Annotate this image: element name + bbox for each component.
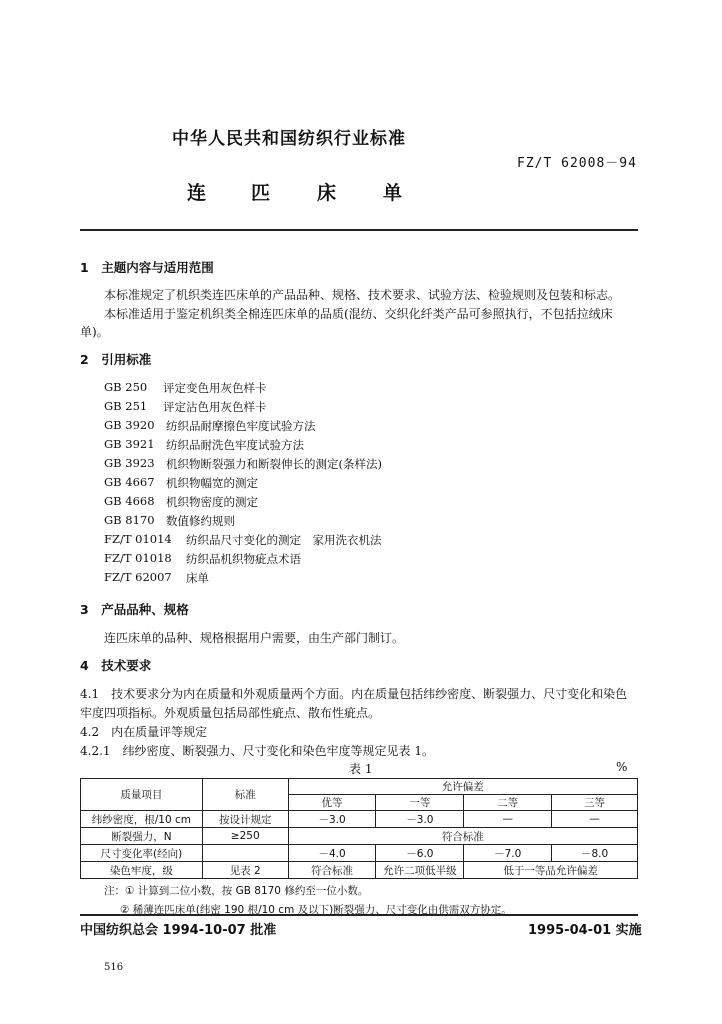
table-header-grade: 优等: [288, 795, 376, 811]
reference-title: 床单: [186, 571, 209, 585]
doc-title-char-1: 连: [187, 182, 207, 204]
table-caption: 表 1: [349, 762, 373, 776]
table-cell: 允许二项低半级: [376, 862, 464, 879]
table-cell: 染色牢度，级: [81, 862, 203, 879]
table-cell: 尺寸变化率(经向): [81, 845, 203, 862]
page-number: 516: [104, 962, 124, 973]
table-row: [81, 845, 638, 862]
reference-code: GB 250: [104, 380, 148, 394]
reference-code: GB 3920: [104, 418, 155, 432]
table-cell: —: [552, 811, 638, 828]
table-cell: 见表 2: [202, 862, 288, 879]
reference-title: 纺织品耐洗色牢度试验方法: [166, 438, 304, 452]
implementation-date: 1995-04-01 实施: [528, 923, 642, 938]
reference-title: 纺织品耐摩擦色牢度试验方法: [166, 419, 316, 433]
table-row: [81, 828, 638, 845]
reference-code: GB 3923: [104, 456, 155, 470]
table-cell: －8.0: [552, 845, 638, 862]
footer-divider: [80, 914, 638, 916]
reference-code: GB 8170: [104, 513, 155, 527]
clause-4-1: 4.1 技术要求分为内在质量和外观质量两个方面。内在质量包括纬纱密度、断裂强力、尺寸变化和染色: [80, 687, 628, 701]
doc-title-char-2: 匹: [251, 182, 271, 204]
reference-code: GB 251: [104, 399, 148, 413]
table-header-grade: 二等: [464, 795, 552, 811]
table-cell: －3.0: [288, 811, 376, 828]
reference-title: 机织物断裂强力和断裂伸长的测定(条样法): [166, 457, 382, 471]
reference-code: GB 4668: [104, 494, 155, 508]
section-2-heading: 2 引用标准: [80, 352, 152, 367]
approval-date: 中国纺织总会 1994-10-07 批准: [80, 923, 277, 938]
clause-4-2: 4.2 内在质量评等规定: [80, 725, 208, 739]
table-header-grade: 一等: [376, 795, 464, 811]
table-unit: %: [616, 760, 628, 774]
section-1-paragraph-1: 本标准规定了机织类连匹床单的产品品种、规格、技术要求、试验方法、检验规则及包装和标志。: [104, 288, 621, 302]
quality-table: [80, 778, 638, 879]
table-cell: 按设计规定: [202, 811, 288, 828]
reference-code: FZ/T 01014: [104, 532, 172, 546]
table-cell: ≥250: [202, 828, 288, 845]
reference-title: 评定变色用灰色样卡: [163, 381, 267, 395]
reference-code: FZ/T 01018: [104, 551, 172, 565]
reference-title: 纺织品尺寸变化的测定 家用洗衣机法: [186, 533, 382, 547]
table-header-grade: 三等: [552, 795, 638, 811]
table-note-2: ② 稀薄连匹床单(纬密 190 根/10 cm 及以下)断裂强力、尺寸变化由供需双方协定。: [120, 904, 512, 916]
table-cell: 符合标准: [288, 828, 637, 845]
header-divider: [80, 229, 638, 231]
reference-title: 机织物幅宽的测定: [166, 476, 258, 490]
table-cell: －7.0: [464, 845, 552, 862]
reference-title: 纺织品机织物疵点术语: [186, 552, 301, 566]
table-cell: －6.0: [376, 845, 464, 862]
section-3-heading: 3 产品品种、规格: [80, 602, 189, 617]
clause-4-2-1: 4.2.1 纬纱密度、断裂强力、尺寸变化和染色牢度等规定见表 1。: [80, 744, 434, 758]
reference-title: 机织物密度的测定: [166, 495, 258, 509]
reference-code: GB 4667: [104, 475, 155, 489]
table-header-row: [81, 779, 638, 795]
reference-code: GB 3921: [104, 437, 155, 451]
table-row: [81, 862, 638, 879]
table-cell: 纬纱密度，根/10 cm: [81, 811, 203, 828]
section-1-paragraph-2: 本标准适用于鉴定机织类全棉连匹床单的品质(混纺、交织化纤类产品可参照执行，不包括拉绒床: [104, 307, 613, 321]
doc-title-char-3: 床: [317, 182, 337, 204]
table-cell: －3.0: [376, 811, 464, 828]
reference-title: 数值修约规则: [166, 514, 235, 528]
table-header-standard: 标准: [202, 779, 288, 811]
table-header-item: 质量项目: [81, 779, 203, 811]
doc-title-char-4: 单: [383, 182, 403, 204]
table-row: [81, 811, 638, 828]
table-cell: 断裂强力，N: [81, 828, 203, 845]
table-cell: —: [464, 811, 552, 828]
table-cell: [202, 845, 288, 862]
standard-header-title: 中华人民共和国纺织行业标准: [172, 129, 406, 149]
table-cell: －4.0: [288, 845, 376, 862]
table-header-allowance: 允许偏差: [288, 779, 637, 795]
reference-title: 评定沾色用灰色样卡: [163, 400, 267, 414]
table-note-1: 注：① 计算到二位小数，按 GB 8170 修约至一位小数。: [104, 885, 369, 897]
table-cell: 低于一等品允许偏差: [464, 862, 638, 879]
section-4-heading: 4 技术要求: [80, 658, 152, 673]
section-1-heading: 1 主题内容与适用范围: [80, 260, 214, 275]
section-3-paragraph: 连匹床单的品种、规格根据用户需要，由生产部门制订。: [104, 631, 405, 645]
section-1-paragraph-2-cont: 单)。: [80, 325, 109, 339]
clause-4-1-cont: 牢度四项指标。外观质量包括局部性疵点、散布性疵点。: [80, 706, 381, 720]
standard-code: FZ/T 62008－94: [517, 156, 637, 171]
table-cell: 符合标准: [288, 862, 376, 879]
reference-code: FZ/T 62007: [104, 570, 172, 584]
